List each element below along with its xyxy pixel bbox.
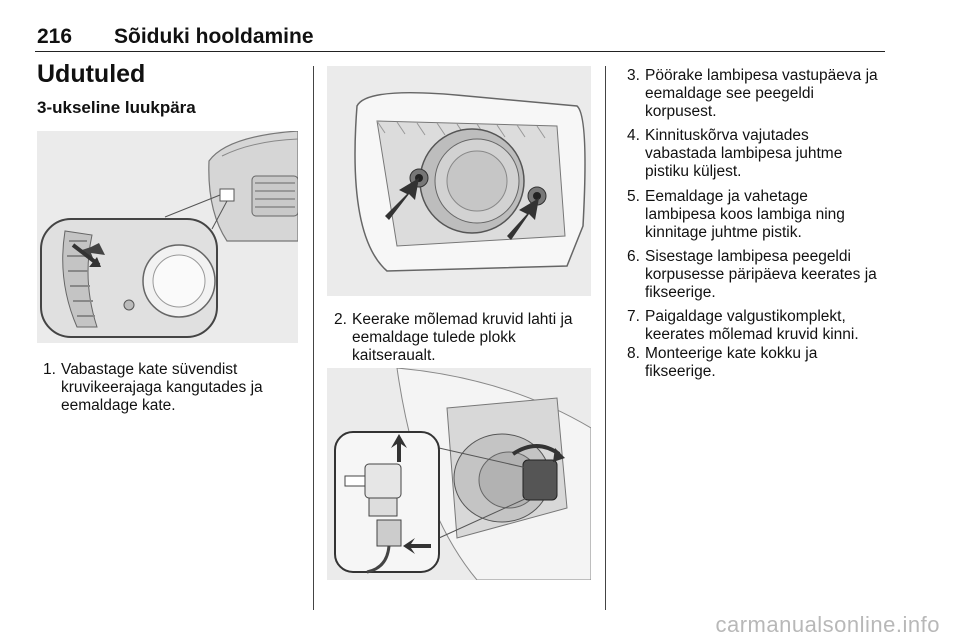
step-line: Keerake mõlemad kruvid lahti ja <box>352 311 573 328</box>
step-8 <box>627 345 892 385</box>
header-rule <box>35 51 885 52</box>
section-title: Udutuled <box>37 60 146 88</box>
column-divider-2 <box>605 66 606 610</box>
step-number: 8. <box>627 345 640 362</box>
step-line: korpusest. <box>645 103 717 120</box>
figure-fog-light-screws <box>327 66 591 296</box>
step-line: vabastada lambipesa juhtme <box>645 145 843 162</box>
step-number: 7. <box>627 308 640 325</box>
column-divider-1 <box>313 66 314 610</box>
step-text <box>645 67 878 121</box>
step-number: 5. <box>627 188 640 205</box>
chapter-title: Sõiduki hooldamine <box>114 25 314 48</box>
watermark: carmanualsonline.info <box>715 612 940 637</box>
step-text <box>352 311 573 365</box>
step-line: korpusesse päripäeva keerates ja <box>645 266 877 283</box>
step-number: 3. <box>627 67 640 84</box>
step-line: eemaldage kate. <box>61 397 176 414</box>
step-line: fikseerige. <box>645 363 716 380</box>
step-line: keerates mõlemad kruvid kinni. <box>645 326 859 343</box>
step-6 <box>627 248 892 308</box>
step-number: 2. <box>334 311 347 328</box>
step-line: Kinnituskõrva vajutades <box>645 127 809 144</box>
step-text <box>61 361 263 415</box>
step-5 <box>627 188 892 248</box>
step-text <box>645 188 845 242</box>
step-line: kruvikeerajaga kangutades ja <box>61 379 263 396</box>
step-line: kinnitage juhtme pistik. <box>645 224 802 241</box>
step-3 <box>627 67 892 127</box>
figure-fog-light-cover <box>37 131 298 343</box>
step-line: Sisestage lambipesa peegeldi <box>645 248 851 265</box>
page-number: 216 <box>37 25 73 48</box>
step-text <box>645 248 877 302</box>
step-line: Monteerige kate kokku ja <box>645 345 818 362</box>
step-line: Paigaldage valgustikomplekt, <box>645 308 846 325</box>
step-line: fikseerige. <box>645 284 716 301</box>
step-line: lambipesa koos lambiga ning <box>645 206 845 223</box>
step-text <box>645 127 842 181</box>
step-text <box>645 345 817 381</box>
step-line: kaitseraualt. <box>352 347 436 364</box>
step-number: 1. <box>43 361 56 378</box>
step-line: pistiku küljest. <box>645 163 742 180</box>
step-line: Vabastage kate süvendist <box>61 361 238 378</box>
step-number: 4. <box>627 127 640 144</box>
figure-bulb-socket <box>327 368 591 580</box>
step-line: eemaldage tulede plokk <box>352 329 516 346</box>
step-4 <box>627 127 892 187</box>
step-number: 6. <box>627 248 640 265</box>
step-line: Eemaldage ja vahetage <box>645 188 808 205</box>
step-line: eemaldage see peegeldi <box>645 85 814 102</box>
step-2 <box>334 311 602 371</box>
step-text <box>645 308 859 344</box>
step-line: Pöörake lambipesa vastupäeva ja <box>645 67 878 84</box>
step-7 <box>627 308 892 348</box>
step-1 <box>43 361 308 421</box>
section-subtitle: 3-ukseline luukpära <box>37 98 196 117</box>
